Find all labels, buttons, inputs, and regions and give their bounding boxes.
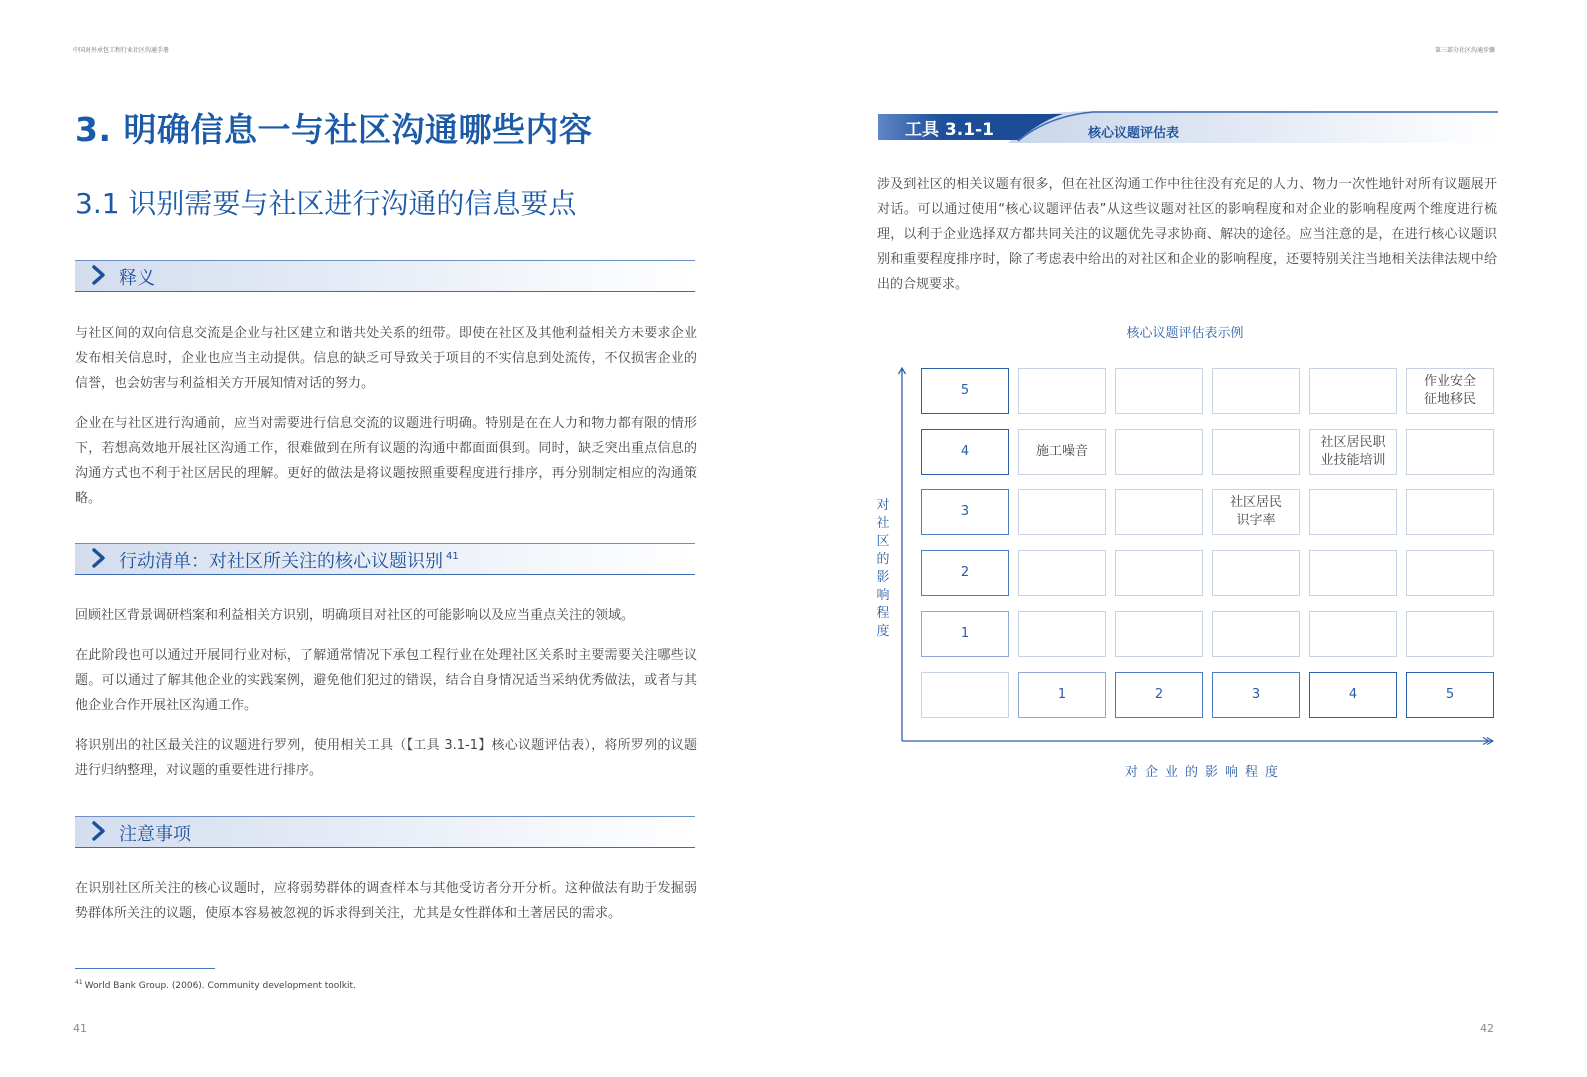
running-header-right: 第三部分社区沟通步骤 <box>1434 47 1495 54</box>
page-number-left: 41 <box>73 1022 87 1035</box>
section-bar-definition <box>75 260 695 292</box>
tool-name: 核心议题评估表 <box>1088 126 1180 141</box>
issue-matrix <box>921 368 1496 722</box>
empty-cell <box>1212 429 1300 475</box>
empty-cell <box>1309 550 1397 596</box>
enterprise-level-cell: 2 <box>1115 672 1203 718</box>
section-bar-title: 注意事项 <box>119 824 191 845</box>
empty-cell <box>1115 429 1203 475</box>
enterprise-level-cell: 1 <box>1018 672 1106 718</box>
footnote-divider <box>75 968 215 969</box>
footnote: $^{41}$ World Bank Group. (2006). Community development toolkit. <box>75 979 356 991</box>
issue-cell: 施工噪音 <box>1018 429 1106 475</box>
empty-cell <box>1212 611 1300 657</box>
empty-cell <box>1018 489 1106 535</box>
empty-cell <box>1309 489 1397 535</box>
issue-cell: 社区居民职 业技能培训 <box>1309 429 1397 475</box>
corner-cell <box>921 672 1009 718</box>
empty-cell <box>1115 611 1203 657</box>
issue-cell: 社区居民 识字率 <box>1212 489 1300 535</box>
empty-cell <box>1018 550 1106 596</box>
enterprise-level-cell: 4 <box>1309 672 1397 718</box>
community-level-cell: 4 <box>921 429 1009 475</box>
tool-description: 涉及到社区的相关议题有很多，但在社区沟通工作中往往没有充足的人力、物力一次性地针对所有议题展开对话。可以通过使用“核心议题评估表”从这些议题对社区的影响程度和对企业的影响程度两个维度进行梳理，以利于企业选择双方都共同关注的议题优先寻求协商、解决的途径。应当注意的是，在进行核心议题识别和重要程度排序时，除了考虑表中给出的对社区和企业的影响程度，还要特别关注当地相关法律法规中给出的合规要求。 <box>877 177 1497 292</box>
matrix-title: 核心议题评估表示例 <box>1126 326 1244 341</box>
running-header-left: 中国对外承包工程行业社区沟通手册 <box>73 47 170 54</box>
empty-cell <box>1309 611 1397 657</box>
enterprise-level-cell: 5 <box>1406 672 1494 718</box>
page-number-right: 42 <box>1480 1022 1494 1035</box>
empty-cell <box>1018 368 1106 414</box>
definition-text: 与社区间的双向信息交流是企业与社区建立和谐共处关系的纽带。即使在社区及其他利益相关方未要求企业发布相关信息时，企业也应当主动提供。信息的缺乏可导致关于项目的不实信息到处流传，不仅损害企业的信誉，也会妨害与利益相关方开展知情对话的努力。 企业在与社区进行沟通前，应当对需要进行信息交流的议题进行明确。特别是在在人力和物力都有限的情形下，若想高效地开展社区沟通工作，很难做到在所有议题的沟通中都面面俱到。同时，缺乏突出重点信息的沟通方式也不利于社区居民的理解。更好的做法是将议题按照重要程度进行排序，再分别制定相应的沟通策略。 <box>75 326 697 506</box>
community-level-cell: 1 <box>921 611 1009 657</box>
x-axis-label: 对企业的影响程度 <box>1124 765 1285 780</box>
empty-cell <box>1406 429 1494 475</box>
footnote-ref: 41 <box>446 551 459 562</box>
section-bar-notes <box>75 816 695 848</box>
community-level-cell: 3 <box>921 489 1009 535</box>
section-bar-title: 释义 <box>119 268 155 289</box>
y-axis-label: 对社区的影响程度 <box>876 498 890 639</box>
empty-cell <box>1406 611 1494 657</box>
tool-label: 工具 3.1-1 <box>905 120 994 140</box>
empty-cell <box>1309 368 1397 414</box>
chevron-right-icon <box>89 820 109 842</box>
enterprise-level-cell: 3 <box>1212 672 1300 718</box>
empty-cell <box>1406 550 1494 596</box>
section-bar-title: 行动清单：对社区所关注的核心议题识别 $^{41}$ <box>119 551 459 572</box>
chevron-right-icon <box>89 547 109 569</box>
empty-cell <box>1115 550 1203 596</box>
notes-text: 在识别社区所关注的核心议题时，应将弱势群体的调查样本与其他受访者分开分析。这种做法有助于发掘弱势群体所关注的议题，使原本容易被忽视的诉求得到关注，尤其是女性群体和土著居民的需求。 <box>75 881 697 921</box>
chapter-heading: 3. 明确信息一与社区沟通哪些内容 <box>75 110 593 149</box>
empty-cell <box>1018 611 1106 657</box>
section-heading: 3.1 识别需要与社区进行沟通的信息要点 <box>75 187 577 220</box>
empty-cell <box>1212 550 1300 596</box>
issue-cell: 作业安全 征地移民 <box>1406 368 1494 414</box>
community-level-cell: 2 <box>921 550 1009 596</box>
community-level-cell: 5 <box>921 368 1009 414</box>
action-list-text: 回顾社区背景调研档案和利益相关方识别，明确项目对社区的可能影响以及应当重点关注的领域。 在此阶段也可以通过开展同行业对标，了解通常情况下承包工程行业在处理社区关系时主要需要关注哪些议题。可以通过了解其他企业的实践案例，避免他们犯过的错误，结合自身情况适当采纳优秀做法，或者与其他企业合作开展社区沟通工作。 将识别出的社区最关注的议题进行罗列，使用相关工具（【工具 3.1-1】核心议题评估表），将所罗列的议题进行归纳整理，对议题的重要性进行排序。 <box>75 608 697 778</box>
chevron-right-icon <box>89 264 109 286</box>
empty-cell <box>1115 489 1203 535</box>
empty-cell <box>1115 368 1203 414</box>
empty-cell <box>1406 489 1494 535</box>
empty-cell <box>1212 368 1300 414</box>
section-bar-action-list <box>75 543 695 575</box>
